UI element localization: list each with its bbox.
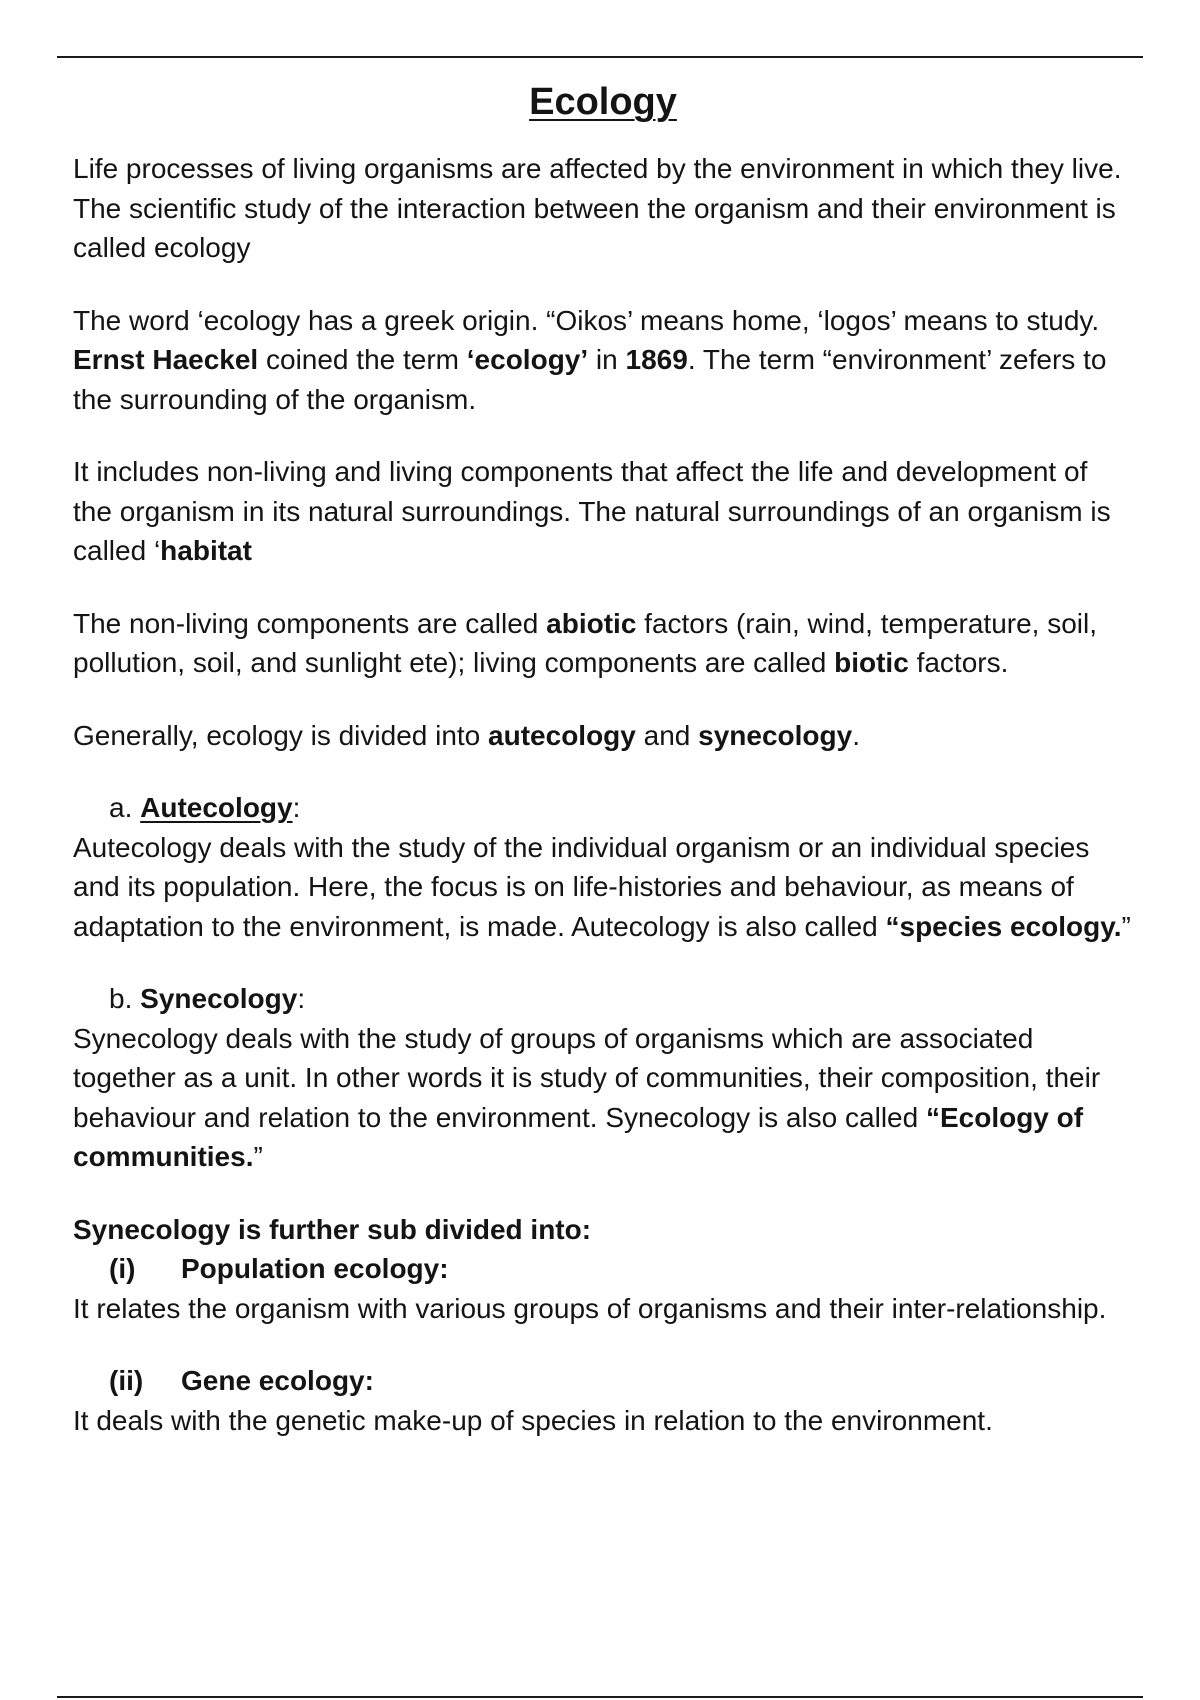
subdivision-heading: Synecology is further sub divided into: (73, 1213, 592, 1245)
gene-ecology-heading (73, 1361, 1133, 1401)
bottom-rule (57, 1696, 1143, 1698)
intro-text: Life processes of living organisms are affected by the environment in which they live. The scientific study of the interaction between the organism and their environment is called ecology (73, 153, 1122, 263)
population-ecology-label: Population ecology: (181, 1253, 449, 1284)
synecology-body (73, 1019, 1133, 1177)
factors-paragraph (73, 604, 1133, 683)
origin-text: . The term “environment’ zefers to the surrounding of the organism. (73, 344, 1107, 415)
haeckel-name: Ernst Haeckel (73, 344, 259, 375)
factors-text: factors. (908, 647, 1009, 678)
factors-text: factors (rain, wind, temperature, soil, pollution, soil, and sunlight ete); living components are called (73, 607, 1098, 678)
habitat-text: It includes non-living and living components that affect the life and development of the organism in its natural surroundings. The natural surroundings of an organism is called ‘ (73, 456, 1111, 566)
intro-paragraph (73, 149, 1133, 268)
gene-ecology-label: Gene ecology: (181, 1365, 374, 1396)
heading-colon: : (292, 792, 301, 823)
synecology-heading (73, 979, 1133, 1019)
autecology-term: autecology (488, 719, 636, 751)
abiotic-term: abiotic (546, 607, 637, 639)
origin-text: The word ‘ecology has a greek origin. “Oikos’ means home, ‘logos’ means to study. (73, 304, 1100, 336)
communities-term: “Ecology of communities. (73, 1101, 1084, 1172)
habitat-term: habitat (160, 535, 252, 566)
gene-ecology-body: It deals with the genetic make-up of species in relation to the environment. (73, 1404, 993, 1436)
origin-text: coined the term (258, 344, 467, 375)
list-marker: b. (109, 983, 133, 1014)
autecology-body (73, 828, 1133, 947)
origin-paragraph (73, 301, 1133, 420)
division-text: . (852, 719, 860, 751)
species-ecology-term: “species ecology. (885, 910, 1122, 942)
closing-quote: ” (253, 1141, 263, 1172)
roman-numeral: (ii) (109, 1365, 144, 1396)
division-text: and (635, 719, 699, 751)
population-ecology-heading (73, 1249, 1133, 1289)
document-body (73, 78, 1133, 1440)
ecology-term: ‘ecology’ (466, 344, 589, 375)
autecology-heading-label: Autecology (140, 792, 293, 823)
synecology-heading-label: Synecology (140, 983, 298, 1014)
list-marker: a. (109, 792, 133, 823)
synecology-term: synecology (698, 719, 853, 751)
division-text: Generally, ecology is divided into (73, 719, 489, 751)
division-paragraph (73, 716, 1133, 756)
autecology-heading (73, 788, 1133, 828)
habitat-paragraph (73, 452, 1133, 571)
factors-text: The non-living components are called (73, 607, 547, 639)
year-1869: 1869 (625, 344, 688, 375)
heading-colon: : (297, 983, 306, 1014)
page-title: Ecology (529, 81, 677, 123)
closing-quote: ” (1121, 910, 1131, 942)
top-rule (57, 56, 1143, 58)
synecology-text: Synecology deals with the study of groups of organisms which are associated together as a unit. In other words it is study of communities, their composition, their behaviour and relation to the environment. Synecology is also called (73, 1022, 1101, 1133)
origin-text: in (588, 344, 626, 375)
biotic-term: biotic (834, 647, 909, 678)
roman-numeral: (i) (109, 1253, 136, 1284)
autecology-text: Autecology deals with the study of the individual organism or an individual species and its population. Here, the focus is on life-histories and behaviour, as means of adaptation to the environment, is made. Autecology is also called (73, 831, 1090, 942)
population-ecology-body: It relates the organism with various groups of organisms and their inter-relationship. (73, 1292, 1107, 1324)
